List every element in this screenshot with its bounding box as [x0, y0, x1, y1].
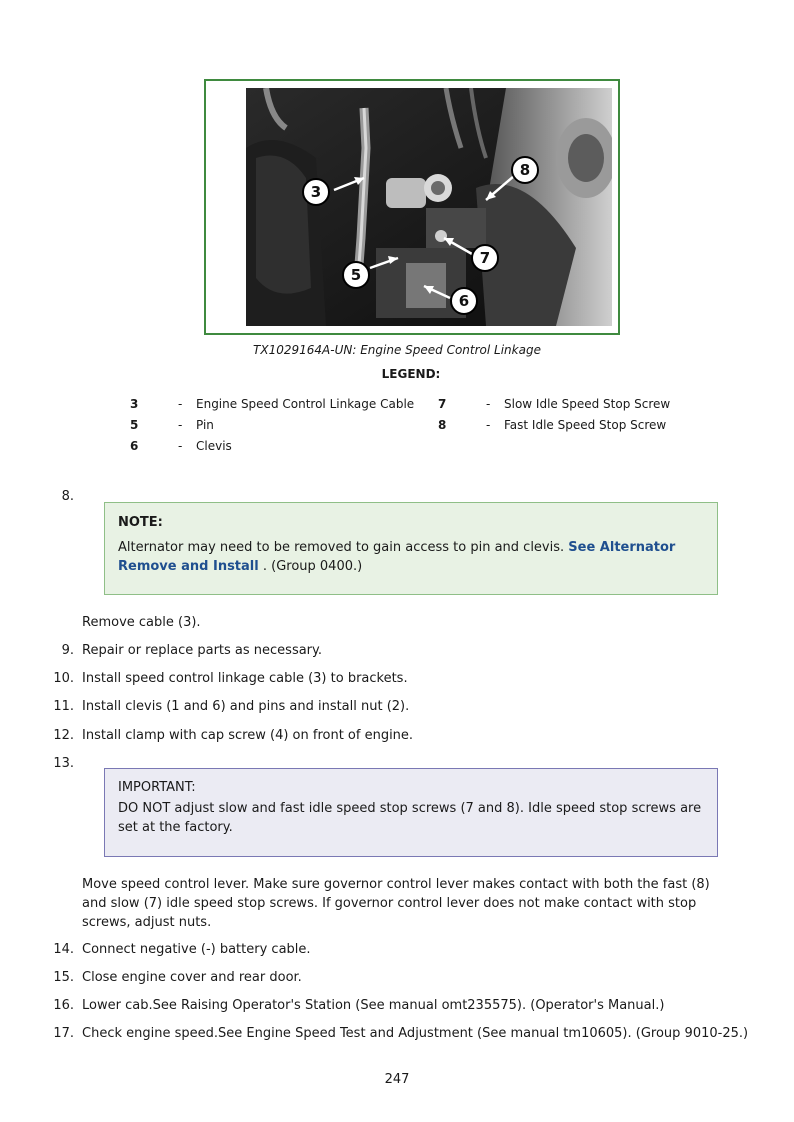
callout-5: 5 — [350, 266, 362, 284]
legend-text: Slow Idle Speed Stop Screw — [504, 397, 671, 411]
step-text: Check engine speed.See Engine Speed Test and Adjustment (See manual tm10605). (Group 9010-25.) — [82, 1026, 749, 1041]
step-text: Install speed control linkage cable (3) to brackets. — [82, 671, 408, 686]
engine-linkage-illustration — [246, 88, 612, 326]
note-body — [118, 538, 708, 576]
step-number-13: 13. — [53, 756, 74, 771]
legend-dash: - — [486, 397, 491, 411]
step-text: Lower cab.See Raising Operator's Station (See manual omt235575). (Operator's Manual.) — [82, 998, 665, 1013]
step-13-text: Move speed control lever. Make sure governor control lever makes contact with both the fast (8) and slow (7) idle speed stop screws. If governor control lever does not make contact with stop screws, adjust nuts. — [82, 877, 710, 930]
legend-number: 3 — [130, 397, 139, 411]
callout-6: 6 — [458, 292, 470, 310]
legend-text: Pin — [196, 418, 214, 432]
legend-dash: - — [486, 418, 491, 432]
legend-number: 7 — [438, 397, 447, 411]
figure-caption: TX1029164A-UN: Engine Speed Control Linkage — [253, 343, 541, 357]
figure-frame — [204, 79, 620, 335]
legend-row — [0, 395, 794, 413]
step-text: Connect negative (-) battery cable. — [82, 942, 311, 957]
note-box — [104, 502, 718, 595]
legend-dash: - — [178, 397, 183, 411]
callout-8: 8 — [519, 161, 531, 179]
alternator-remove-install-link[interactable]: See Alternator Remove and Install — [118, 540, 676, 574]
legend-text: Fast Idle Speed Stop Screw — [504, 418, 667, 432]
step-number: 15. — [53, 970, 74, 985]
callout-7: 7 — [479, 249, 491, 267]
legend-text: Clevis — [196, 439, 232, 453]
step-number-8: 8. — [61, 489, 74, 504]
step-number: 10. — [53, 671, 74, 686]
legend-number: 5 — [130, 418, 139, 432]
step-number: 16. — [53, 998, 74, 1013]
legend-title: LEGEND: — [381, 367, 441, 381]
step-text: Repair or replace parts as necessary. — [82, 643, 322, 658]
note-text: Alternator may need to be removed to gain access to pin and clevis. — [118, 540, 565, 555]
step-number: 11. — [53, 699, 74, 714]
important-body: DO NOT adjust slow and fast idle speed stop screws (7 and 8). Idle speed stop screws are set at the factory. — [118, 801, 702, 835]
note-title: NOTE: — [118, 515, 163, 530]
legend-dash: - — [178, 439, 183, 453]
step-text: Install clamp with cap screw (4) on front of engine. — [82, 728, 414, 743]
legend-number: 8 — [438, 418, 447, 432]
legend-dash: - — [178, 418, 183, 432]
step-text: Close engine cover and rear door. — [82, 970, 302, 985]
step-number: 9. — [61, 643, 74, 658]
step-text: Install clevis (1 and 6) and pins and install nut (2). — [82, 699, 410, 714]
important-box — [104, 768, 718, 857]
step-number: 12. — [53, 728, 74, 743]
step-number: 17. — [53, 1026, 74, 1041]
note-text-after: . (Group 0400.) — [262, 559, 363, 574]
step-number: 14. — [53, 942, 74, 957]
important-title: IMPORTANT: — [118, 780, 196, 795]
legend-number: 6 — [130, 439, 139, 453]
legend-row — [0, 416, 794, 434]
callout-3: 3 — [310, 183, 322, 201]
step-8-text: Remove cable (3). — [82, 615, 201, 630]
page-number: 247 — [384, 1072, 410, 1087]
legend-row — [0, 437, 794, 455]
legend-text: Engine Speed Control Linkage Cable — [196, 397, 415, 411]
engine-linkage-photo — [246, 88, 612, 326]
